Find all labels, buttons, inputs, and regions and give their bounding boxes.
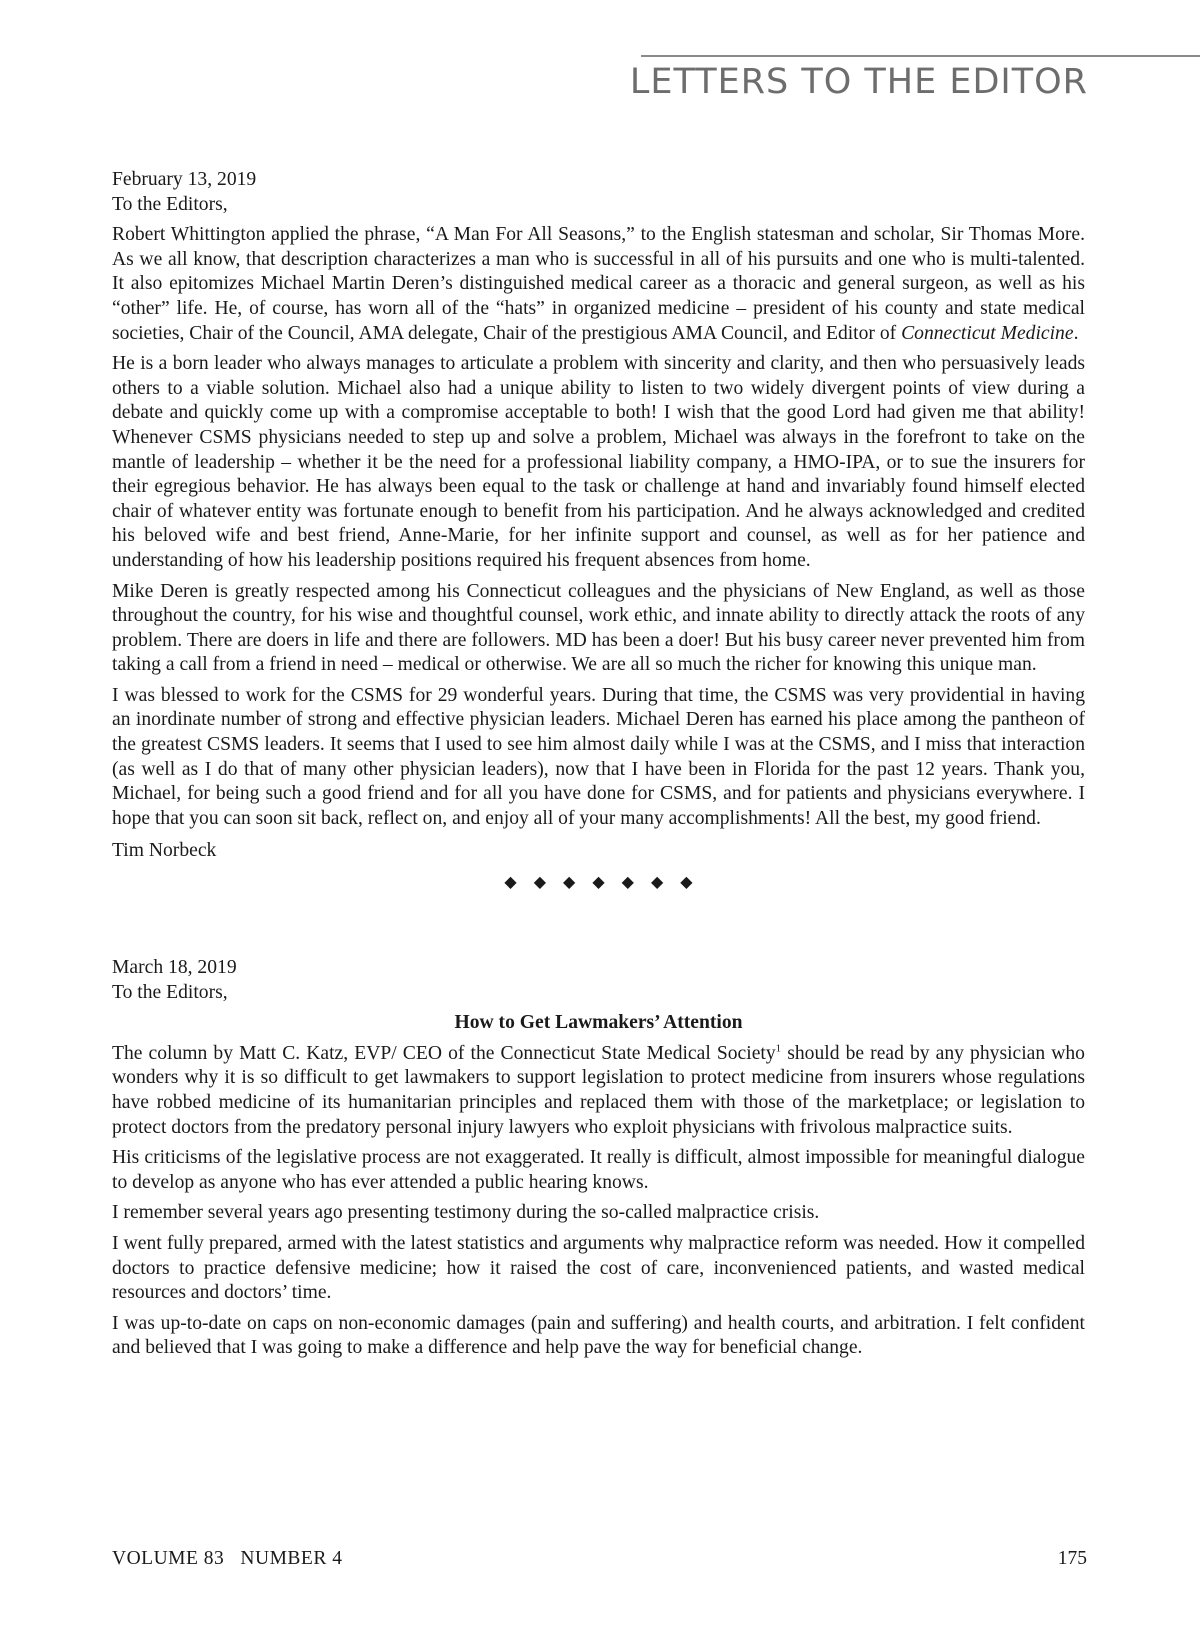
journal-title: Connecticut Medicine	[901, 322, 1074, 344]
letter-2	[112, 956, 1085, 1361]
letter-paragraph	[112, 223, 1085, 346]
letter-date: March 18, 2019	[112, 957, 237, 979]
header-rule	[641, 55, 1200, 57]
paragraph-text: Robert Whittington applied the phrase, “A Man For All Seasons,” to the English statesman and scholar, Sir Thomas More. As we all know, that description characterizes a man who is successful in all of his pursuits and one who is multi-talented. It also epitomizes Michael Martin Deren’s distinguished medical career as a thoracic and general surgeon, as well as his “other” life. He, of course, has worn all of the “hats” in organized medicine – president of his county and state medical societies, Chair of the Council, AMA delegate, Chair of the prestigious AMA Council, and Editor of	[112, 224, 1085, 344]
footnote-reference[interactable]: 1	[775, 1042, 782, 1055]
page-content	[112, 168, 1085, 1361]
letter-paragraph: I was blessed to work for the CSMS for 29 wonderful years. During that time, the CSMS was very providential in having an inordinate number of strong and effective physician leaders. Michael Deren has earned his place among the pantheon of the greatest CSMS leaders. It seems that I used to see him almost daily while I was at the CSMS, and I miss that interaction (as well as I do that of many other physician leaders), now that I have been in Florida for the past 12 years. Thank you, Michael, for being such a good friend and for all you have done for CSMS, and for patients and physicians everywhere. I hope that you can soon sit back, reflect on, and enjoy all of your many accomplishments! All the best, my good friend.	[112, 684, 1085, 829]
letter-salutation: To the Editors,	[112, 193, 228, 215]
letter-paragraph: I went fully prepared, armed with the latest statistics and arguments why malpractice reform was needed. How it compelled doctors to practice defensive medicine; how it raised the cost of care, inconvenienced patients, and wasted medical resources and doctors’ time.	[112, 1232, 1085, 1304]
letter-date: February 13, 2019	[112, 169, 257, 190]
letter-paragraph: His criticisms of the legislative process are not exaggerated. It really is difficult, almost impossible for meaningful dialogue to develop as anyone who has ever attended a public hearing knows.	[112, 1147, 1085, 1193]
letter-paragraph: Mike Deren is greatly respected among his Connecticut colleagues and the physicians of New England, as well as those throughout the country, for his wise and thoughtful counsel, work ethic, and innate ability to directly attack the roots of any problem. There are doers in life and there are followers. MD has been a doer! But his busy career never prevented him from taking a call from a friend in need – medical or otherwise. We are all so much the richer for knowing this unique man.	[112, 580, 1085, 676]
footer-volume: VOLUME 83 NUMBER 4	[112, 1548, 343, 1569]
paragraph-text: The column by Matt C. Katz, EVP/ CEO of the Connecticut State Medical Society	[112, 1042, 776, 1064]
letter-signature: Tim Norbeck	[112, 840, 217, 862]
letter-salutation: To the Editors,	[112, 981, 228, 1003]
letter-1	[112, 168, 1085, 864]
letter-paragraph: He is a born leader who always manages to articulate a problem with sincerity and clarity, and then who persuasively leads others to a viable solution. Michael also had a unique ability to listen to two widely divergent points of view during a debate and quickly come up with a compromise acceptable to both! I wish that the good Lord had given me that ability! Whenever CSMS physicians needed to step up and solve a problem, Michael was always in the forefront to take on the mantle of leadership – whether it be the need for a professional liability company, a HMO-IPA, or to sue the insurers for their egregious behavior. He has always been equal to the task or challenge at hand and invariably found himself elected chair of whatever entity was fortunate enough to benefit from his participation. And he always acknowledged and credited his beloved wife and best friend, Anne-Marie, for her infinite support and counsel, as well as for her patience and understanding of how his leadership positions required his frequent absences from home.	[112, 353, 1085, 571]
paragraph-text: .	[1073, 322, 1079, 344]
letter-paragraph: I remember several years ago presenting testimony during the so-called malpractice crisis.	[112, 1202, 820, 1224]
paragraph-text: should be read by any physician who wonders why it is so difficult to get lawmakers to support legislation to protect medicine from insurers whose regulations have robbed medicine of its humanitarian principles and replaced them with those of the marketplace; or legislation to protect doctors from the predatory personal injury lawyers who exploit physicians with frivolous malpractice suits.	[112, 1042, 1085, 1138]
letter-paragraph: I was up-to-date on caps on non-economic damages (pain and suffering) and health courts, and arbitration. I felt confident and believed that I was going to make a difference and help pave the way for beneficial change.	[112, 1312, 1085, 1359]
letter-paragraph	[112, 1042, 1085, 1140]
page-number: 175	[1057, 1548, 1087, 1569]
letter-headline: How to Get Lawmakers’ Attention	[454, 1012, 743, 1034]
section-separator: ◆◆◆◆◆◆◆	[504, 874, 710, 892]
section-title: LETTERS TO THE EDITOR	[629, 62, 1088, 102]
